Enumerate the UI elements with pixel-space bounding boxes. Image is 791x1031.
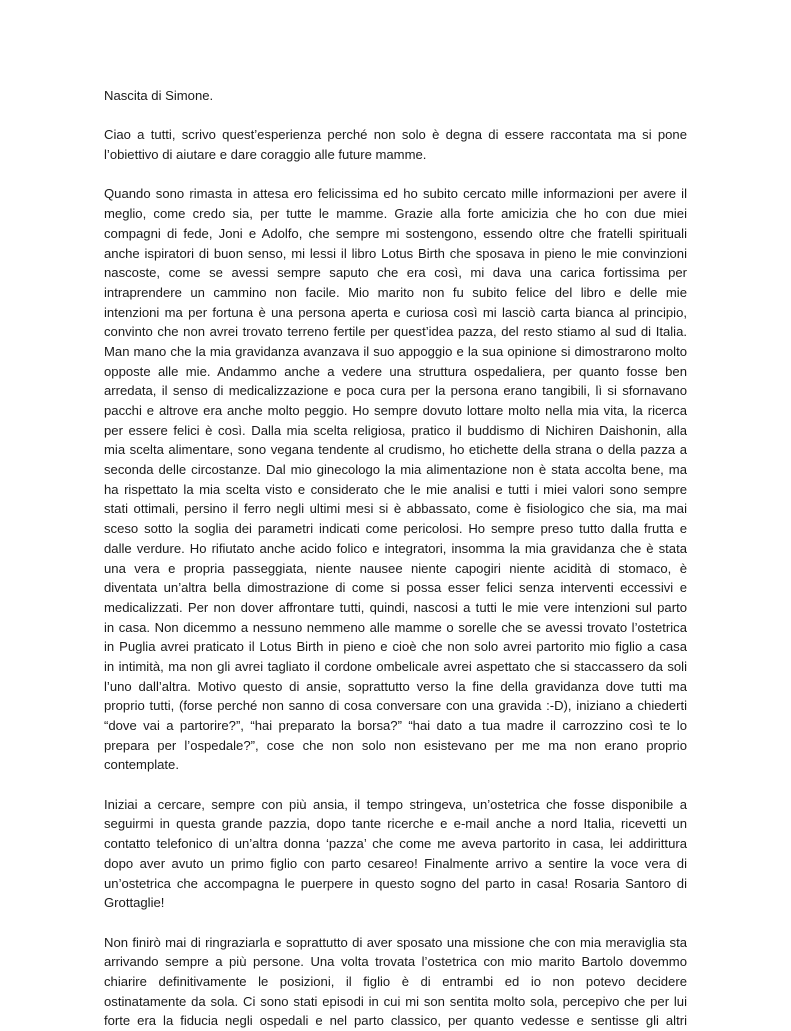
text-line: diventata un’altra bella dimostrazione di come si possa esser felici senza interventi eccessivi e	[104, 580, 687, 596]
text-line: sceso sotto la soglia dei parametri indicati come pericolosi. Ho sempre preso tutto dalla frutta e	[104, 521, 687, 537]
paragraph-gap	[104, 106, 687, 126]
text-line: in intimità, ma non gli avrei tagliato il cordone ombelicale avrei aspettato che si staccassero da soli	[104, 658, 687, 674]
text-line: Non finirò mai di ringraziarla e soprattutto di aver sposato una missione che con mia meraviglia sta	[104, 934, 687, 950]
text-line: seconda delle circostanze. Dal mio ginecologo la mia alimentazione non è stata accolta bene, ma	[104, 462, 687, 478]
text-line: compagni di fede, Joni e Adolfo, che sempre mi sostengono, essendo oltre che fratelli spirituali	[104, 225, 687, 241]
text-line: pacchi e altrove era anche molto peggio. Ho sempre dovuto lottare molto nella mia vita, la ricerca	[104, 403, 687, 418]
text-line: proprio tutti, (forse perché non sanno di cosa conversare con una gravida :-D), iniziano a chiederti	[104, 698, 687, 714]
text-line: Grottaglie!	[104, 895, 165, 911]
text-line: chiarire definitivamente le posizioni, il figlio è di entrambi ed io non potevo decidere	[104, 973, 687, 989]
text-line: una vera e propria passeggiata, niente nausee niente capogiri niente acidità di stomaco, è	[104, 560, 687, 576]
document-page	[104, 86, 687, 1031]
text-line: Iniziai a cercare, sempre con più ansia, il tempo stringeva, un’ostetrica che fosse disponibile a	[104, 796, 687, 812]
text-line: un’ostetrica che accompagna le puerpere in questo sogno del parto in casa! Rosaria Santoro di	[104, 875, 687, 891]
text-line: stati ottimali, persino il ferro negli ultimi mesi si è abbassato, come è fisiologico che sia, ma mai	[104, 501, 687, 517]
text-line: arredata, il senso di medicalizzazione e poca cura per la persona erano tangibili, lì si sfornavano	[104, 383, 687, 399]
document-title: Nascita di Simone.	[104, 88, 214, 103]
text-line: contatto telefonico di un’altra donna ‘pazza’ che come me aveva partorito in casa, lei addirittura	[104, 836, 687, 852]
text-line: mia scelta alimentare, sono vegana tendente al crudismo, ho etichette della strana o della pazza a	[104, 442, 687, 458]
text-line: intenzioni ma per fortuna è una persona aperta e curiosa così mi lasciò carta bianca al principio,	[104, 304, 687, 320]
text-line: l’obiettivo di aiutare e dare coraggio alle future mamme.	[104, 147, 427, 163]
paragraph-gap	[104, 913, 687, 933]
text-line: intraprendere un cammino non facile. Mio marito non fu subito felice del libro e delle mie	[104, 284, 687, 300]
text-line: dalle verdure. Ho rifiutato anche acido folico e integratori, insomma la mia gravidanza che è stata	[104, 540, 687, 556]
text-line: medicalizzati. Per non dover affrontare tutti, quindi, nascosi a tutti le mie vere intenzioni sul parto	[104, 599, 687, 615]
text-line: convinto che non avrei trovato terreno fertile per quest’idea pazza, del resto stiamo al sud di Italia.	[104, 324, 687, 340]
text-line: ha rispettato la mia scelta visto e considerato che le mie analisi e tutti i miei valori sono sempre	[104, 481, 687, 497]
text-line: seguirmi in questa grande pazzia, dopo tante ricerche e e-mail anche a nord Italia, ricevetti un	[104, 816, 687, 832]
paragraph	[104, 184, 687, 775]
text-line: anche ispiratori di buon senso, mi lessi il libro Lotus Birth che sposava in pieno le mie convinzioni	[104, 245, 687, 261]
text-line: “dove vai a partorire?”, “hai preparato la borsa?” “hai dato a tua madre il carrozzino così te lo	[104, 718, 687, 733]
text-line: forte era la fiducia negli ospedali e nel parto classico, per quanto vedesse e sentisse gli altri	[104, 1013, 687, 1029]
text-line: nascoste, come se avessi sempre saputo che era così, mi dava una carica fortissima per	[104, 265, 687, 281]
text-line: opposte alle mie. Andammo anche a vedere una struttura ospedaliera, per quanto fosse ben	[104, 363, 687, 379]
paragraph	[104, 933, 687, 1031]
text-line: Quando sono rimasta in attesa ero felicissima ed ho subito cercato mille informazioni per avere il	[104, 186, 687, 202]
text-line: ostinatamente da sola. Ci sono stati episodi in cui mi son sentita molto sola, percepivo che per lui	[104, 993, 687, 1009]
paragraph	[104, 125, 687, 164]
document-body	[104, 125, 687, 1031]
text-line: in casa. Non dicemmo a nessuno nemmeno alle mamme o sorelle che se avessi trovato l’ostetrica	[104, 619, 687, 635]
paragraph-gap	[104, 775, 687, 795]
text-line: per essere felici è così. Dalla mia scelta religiosa, pratico il buddismo di Nichiren Daishonin, alla	[104, 422, 687, 438]
paragraph-gap	[104, 165, 687, 185]
text-line: arrivando sempre a più persone. Una volta trovata l’ostetrica con mio marito Bartolo dovemmo	[104, 954, 687, 970]
paragraph	[104, 795, 687, 913]
text-line: Ciao a tutti, scrivo quest’esperienza perché non solo è degna di essere raccontata ma si pone	[104, 127, 687, 143]
text-line: meglio, come credo sia, per tutte le mamme. Grazie alla forte amicizia che ho con due miei	[104, 206, 687, 222]
text-line: in Puglia avrei praticato il Lotus Birth in pieno e cioè che non solo avrei partorito mio figlio a casa	[104, 639, 687, 655]
text-line: Man mano che la mia gravidanza avanzava il suo appoggio e la sua opinione si dimostrarono molto	[104, 343, 687, 359]
text-line: contemplate.	[104, 757, 179, 773]
text-line: dopo aver avuto un primo figlio con parto cesareo! Finalmente arrivo a sentire la voce vera di	[104, 855, 687, 871]
text-line: prepara per l’ospedale?”, cose che non solo non esistevano per me ma non erano proprio	[104, 737, 687, 753]
text-line: l’uno dall’altra. Motivo questo di ansie, soprattutto verso la fine della gravidanza dove tutti ma	[104, 678, 687, 694]
